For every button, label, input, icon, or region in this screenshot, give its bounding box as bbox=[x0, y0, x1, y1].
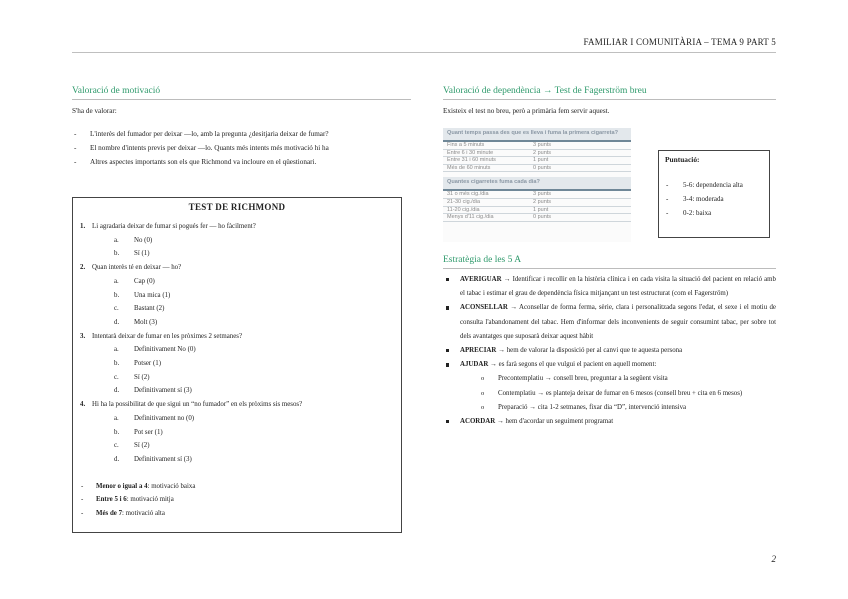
table-row: Entre 6 i 30 minute 2 punts bbox=[443, 150, 631, 158]
strategy-list bbox=[443, 273, 776, 429]
page-number: 2 bbox=[771, 554, 776, 564]
ajudar-subitem: o Contemplatiu → es planteja deixar de fumar en 6 mesos (consell breu + cita en 6 mesos) bbox=[460, 387, 776, 401]
puntuacio-box bbox=[658, 150, 770, 238]
richmond-option: b. Sí (1) bbox=[114, 250, 150, 258]
richmond-test-box bbox=[72, 197, 402, 533]
table-row: 21-30 cig./dia 2 punts bbox=[443, 199, 631, 207]
strategy-item-apreciar: APRECIAR → hem de valorar la disposició per al canvi que te aquesta persona bbox=[443, 344, 776, 358]
richmond-option: a. Cap (0) bbox=[114, 277, 155, 285]
richmond-option: a. No (0) bbox=[114, 236, 153, 244]
strategy-item-averiguar: AVERIGUAR → Identificar i recollir en la història clínica i en cada visita la situació del pacient en relació amb el tabac i estimar el grau de dependència física mitjançant un test estructurat (com el Fagerström) bbox=[443, 273, 776, 301]
strategy-section-title: Estratègia de les 5 A bbox=[443, 255, 522, 265]
puntuacio-title: Puntuació: bbox=[665, 155, 700, 164]
richmond-questions bbox=[78, 220, 401, 467]
ajudar-subitem: o Preparació → cita 1-2 setmanes, fixar dia “D”, intervenció intensiva bbox=[460, 401, 776, 415]
richmond-result: - Menor o igual a 4: motivació baixa bbox=[78, 480, 401, 494]
dependence-section-title: Valoració de dependència → Test de Fagerström breu bbox=[443, 86, 647, 96]
strategy-item-aconsellar: ACONSELLAR → Aconsellar de forma ferma, sèrie, clara i personalitzada segons l'edat, el sexe i el motiu de consulta l'abandonament del tabac. Hem d'informar dels inconvenients de seguir consumint tabac, per sobre tot dels avantatges que suposarà deixar aquest hàbit bbox=[443, 301, 776, 344]
richmond-option: c. Bastant (2) bbox=[114, 305, 165, 313]
richmond-result: - Més de 7: motivació alta bbox=[78, 507, 401, 521]
richmond-title: TEST DE RICHMOND bbox=[188, 202, 286, 212]
motivation-section-title: Valoració de motivació bbox=[72, 86, 161, 96]
motivation-item: - L'interès del fumador per deixar —lo, amb la pregunta ¿desitjaria deixar de fumar? bbox=[72, 127, 412, 141]
richmond-question: 4. Hi ha la possibilitat de que sigui un “no fumador” en els pròxims sis mesos? bbox=[80, 401, 303, 409]
motivation-section-rule bbox=[72, 99, 411, 100]
strategy-section-rule bbox=[443, 268, 776, 269]
richmond-option: d. Molt (3) bbox=[114, 318, 158, 326]
table-row: Menys d'11 cig./dia 0 punts bbox=[443, 214, 631, 222]
dependence-section-rule bbox=[443, 99, 776, 100]
motivation-intro: S'ha de valorar: bbox=[72, 107, 117, 115]
richmond-result: - Entre 5 i 6: motivació mitja bbox=[78, 493, 401, 507]
fagerstrom-table bbox=[443, 128, 631, 242]
strategy-item-acordar: ACORDAR → hem d'acordar un seguiment programat bbox=[443, 415, 776, 429]
richmond-option: d. Definitivament sí (3) bbox=[114, 455, 192, 463]
richmond-option: c. Sí (2) bbox=[114, 373, 150, 381]
richmond-option: b. Una mica (1) bbox=[114, 291, 171, 299]
header-rule bbox=[72, 52, 776, 53]
richmond-option: a. Definitivament No (0) bbox=[114, 346, 196, 354]
richmond-results bbox=[78, 480, 401, 521]
motivation-item: - Altres aspectes importants son els que Richmond va incloure en el qüestionari. bbox=[72, 155, 412, 169]
table-row: Més de 60 minuts 0 punts bbox=[443, 165, 631, 173]
motivation-list bbox=[72, 127, 412, 169]
table-row: Fins a 5 minuts 3 punts bbox=[443, 142, 631, 150]
puntuacio-item: - 3-4: moderada bbox=[659, 192, 769, 206]
richmond-option: b. Potser (1) bbox=[114, 360, 161, 368]
richmond-option: c. Sí (2) bbox=[114, 442, 150, 450]
richmond-option: a. Definitivament no (0) bbox=[114, 414, 195, 422]
strategy-item-ajudar: AJUDAR → es farà segons el que vulgui el pacient en aquell moment: o Precontemplatiu → consell breu, preguntar a la següent visita o Contemplatiu → es planteja deixar de fumar en 6 mesos (consell breu + cita en 6 mesos) o Preparació → cita 1-2 setmanes, fixar dia “D”, intervenció intensiva bbox=[443, 358, 776, 415]
table-row: Entre 31 i 60 minuts 1 punt bbox=[443, 157, 631, 165]
dependence-intro: Existeix el test no breu, però a primària fem servir aquest. bbox=[443, 107, 610, 115]
fagerstrom-question: Quantes cigarretes fuma cada dia? bbox=[443, 177, 631, 191]
richmond-option: b. Pot ser (1) bbox=[114, 428, 163, 436]
richmond-option: d. Definitivament sí (3) bbox=[114, 387, 192, 395]
fagerstrom-question: Quant temps passa des que es lleva i fuma la primera cigarreta? bbox=[443, 128, 631, 142]
richmond-question: 3. Intentarà deixar de fumar en les pròximes 2 setmanes? bbox=[80, 332, 243, 340]
motivation-item: - El nombre d'intents previs per deixar —lo. Quants més intents més motivació hi ha bbox=[72, 141, 412, 155]
puntuacio-item: - 0-2: baixa bbox=[659, 206, 769, 220]
richmond-question: 2. Quan interès té en deixar — ho? bbox=[80, 264, 182, 272]
puntuacio-item: - 5-6: dependencia alta bbox=[659, 178, 769, 192]
richmond-question: 1. Li agradaria deixar de fumar si pogués fer — ho fàcilment? bbox=[80, 223, 256, 230]
ajudar-subitem: o Precontemplatiu → consell breu, preguntar a la següent visita bbox=[460, 372, 776, 386]
table-row: 31 o més cig./dia 3 punts bbox=[443, 191, 631, 199]
page-header: FAMILIAR I COMUNITÀRIA – TEMA 9 PART 5 bbox=[583, 37, 776, 47]
table-row: 11-20 cig./dia 1 punt bbox=[443, 207, 631, 215]
